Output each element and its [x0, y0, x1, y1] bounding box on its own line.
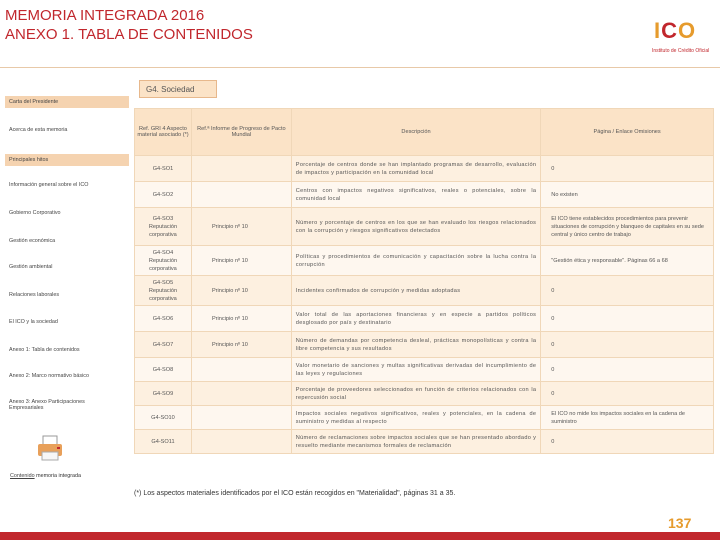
title-line-2: ANEXO 1. TABLA DE CONTENIDOS — [5, 26, 253, 43]
table-cell — [191, 156, 291, 182]
table-cell: G4-SO7 — [135, 332, 192, 358]
table-row — [135, 332, 714, 358]
document-title — [5, 6, 253, 44]
footer-bar — [0, 532, 720, 540]
logo-letter: I — [654, 18, 662, 43]
table-row — [135, 306, 714, 332]
table-header-row — [135, 109, 714, 156]
header-gri: Ref. GRI 4 Aspecto material asociado (*) — [135, 109, 192, 156]
logo-mark — [654, 18, 696, 44]
table-cell: No existen — [541, 182, 714, 208]
table-cell: 0 — [541, 332, 714, 358]
header-divider — [0, 67, 720, 68]
page-number: 137 — [668, 515, 692, 531]
table-cell: 0 — [541, 358, 714, 382]
table-cell: Principio nº 10 — [191, 306, 291, 332]
table-cell: 0 — [541, 430, 714, 454]
table-row — [135, 358, 714, 382]
sidebar-item-anexo1[interactable]: Anexo 1: Tabla de contenidos — [5, 344, 129, 356]
table-cell: Número de demandas por competencia desleal, prácticas monopolísticas y contra la libre competencia y sus resultados — [291, 332, 540, 358]
table-cell: "Gestión ética y responsable". Páginas 66 a 68 — [541, 246, 714, 276]
sidebar-item-gestion-economica[interactable]: Gestión económica — [5, 235, 129, 247]
sidebar-item-sociedad[interactable]: El ICO y la sociedad — [5, 316, 129, 328]
sidebar-item-anexo3[interactable]: Anexo 3: Anexo Participaciones Empresariales — [5, 396, 105, 414]
logo-letter: C — [661, 18, 679, 43]
table-cell: G4-SO3 Reputación corporativa — [135, 208, 192, 246]
table-cell: Centros con impactos negativos significativos, reales o potenciales, sobre la comunidad local — [291, 182, 540, 208]
table-cell: G4-SO11 — [135, 430, 192, 454]
table-cell: Incidentes confirmados de corrupción y medidas adoptadas — [291, 276, 540, 306]
table-cell: Principio nº 10 — [191, 208, 291, 246]
table-cell — [191, 430, 291, 454]
content-link[interactable]: Contenido memoria integrada — [10, 473, 82, 479]
table-cell — [191, 406, 291, 430]
table-cell — [191, 358, 291, 382]
table-row — [135, 246, 714, 276]
table-cell: Principio nº 10 — [191, 276, 291, 306]
header-pagina: Página / Enlace Omisiones — [541, 109, 714, 156]
table-cell: G4-SO6 — [135, 306, 192, 332]
table-row — [135, 406, 714, 430]
table-cell: Número y porcentaje de centros en los que se han evaluado los riesgos relacionados con la corrupción y riesgos significativos detectados — [291, 208, 540, 246]
sidebar-item-informacion[interactable]: Información general sobre el ICO — [5, 179, 129, 191]
table-cell — [191, 382, 291, 406]
table-cell: G4-SO1 — [135, 156, 192, 182]
table-row — [135, 382, 714, 406]
sidebar-item-anexo2[interactable]: Anexo 2: Marco normativo básico — [5, 370, 129, 382]
section-tag: G4. Sociedad — [139, 80, 217, 98]
table-cell: 0 — [541, 306, 714, 332]
table-cell — [191, 182, 291, 208]
table-cell: G4-SO8 — [135, 358, 192, 382]
table-row — [135, 276, 714, 306]
logo-subtitle: Instituto de Crédito Oficial — [652, 48, 710, 54]
table-row — [135, 182, 714, 208]
printer-icon[interactable] — [34, 432, 66, 464]
table-cell: El ICO tiene establecidos procedimientos para prevenir situaciones de corrupción y blanqueo de capitales en su sede central y único centro de trabajo — [541, 208, 714, 246]
sidebar-item-relaciones[interactable]: Relaciones laborales — [5, 289, 129, 301]
sidebar-item-carta[interactable]: Carta del Presidente — [5, 96, 129, 108]
table-cell: Valor total de las aportaciones financieras y en especie a partidos políticos desglosado por país y destinatario — [291, 306, 540, 332]
table-row — [135, 208, 714, 246]
table-cell: G4-SO4 Reputación corporativa — [135, 246, 192, 276]
sidebar-item-hitos[interactable]: Principales hitos — [5, 154, 129, 166]
table-cell: Políticas y procedimientos de comunicación y capacitación sobre la lucha contra la corrupción — [291, 246, 540, 276]
table-cell: Principio nº 10 — [191, 246, 291, 276]
table-row — [135, 430, 714, 454]
table-cell: Número de reclamaciones sobre impactos sociales que se han presentado abordado y resuelto mediante mecanismos formales de reclamación — [291, 430, 540, 454]
table-cell: Porcentaje de centros donde se han implantado programas de desarrollo, evaluación de impactos y participación en la comunidad local — [291, 156, 540, 182]
table-cell: G4-SO10 — [135, 406, 192, 430]
sidebar-item-gestion-ambiental[interactable]: Gestión ambiental — [5, 261, 129, 273]
table-cell: 0 — [541, 382, 714, 406]
table-cell: Porcentaje de proveedores seleccionados en función de criterios relacionados con la repercusión social — [291, 382, 540, 406]
header-pacto: Ref.ª Informe de Progreso de Pacto Mundial — [191, 109, 291, 156]
title-line-1: MEMORIA INTEGRADA 2016 — [5, 7, 205, 24]
contents-table — [134, 108, 714, 454]
table-cell: 0 — [541, 156, 714, 182]
table-cell: G4-SO9 — [135, 382, 192, 406]
table-cell: Impactos sociales negativos significativos, reales y potenciales, en la cadena de suministro y medidas al respecto — [291, 406, 540, 430]
table-cell: Principio nº 10 — [191, 332, 291, 358]
header-descripcion: Descripción — [291, 109, 540, 156]
sidebar-item-gobierno[interactable]: Gobierno Corporativo — [5, 207, 129, 219]
table-cell: El ICO no mide los impactos sociales en la cadena de suministro — [541, 406, 714, 430]
table-cell: 0 — [541, 276, 714, 306]
footnote: (*) Los aspectos materiales identificados por el ICO están recogidos en "Materialidad", páginas 31 a 35. — [134, 490, 456, 497]
table-row — [135, 156, 714, 182]
table-cell: G4-SO2 — [135, 182, 192, 208]
ico-logo — [650, 18, 710, 64]
table-cell: Valor monetario de sanciones y multas significativas derivadas del incumplimiento de las leyes y regulaciones — [291, 358, 540, 382]
logo-letter: O — [678, 18, 697, 43]
sidebar-item-acerca[interactable]: Acerca de esta memoria — [5, 124, 129, 136]
table-cell: G4-SO5 Reputación corporativa — [135, 276, 192, 306]
